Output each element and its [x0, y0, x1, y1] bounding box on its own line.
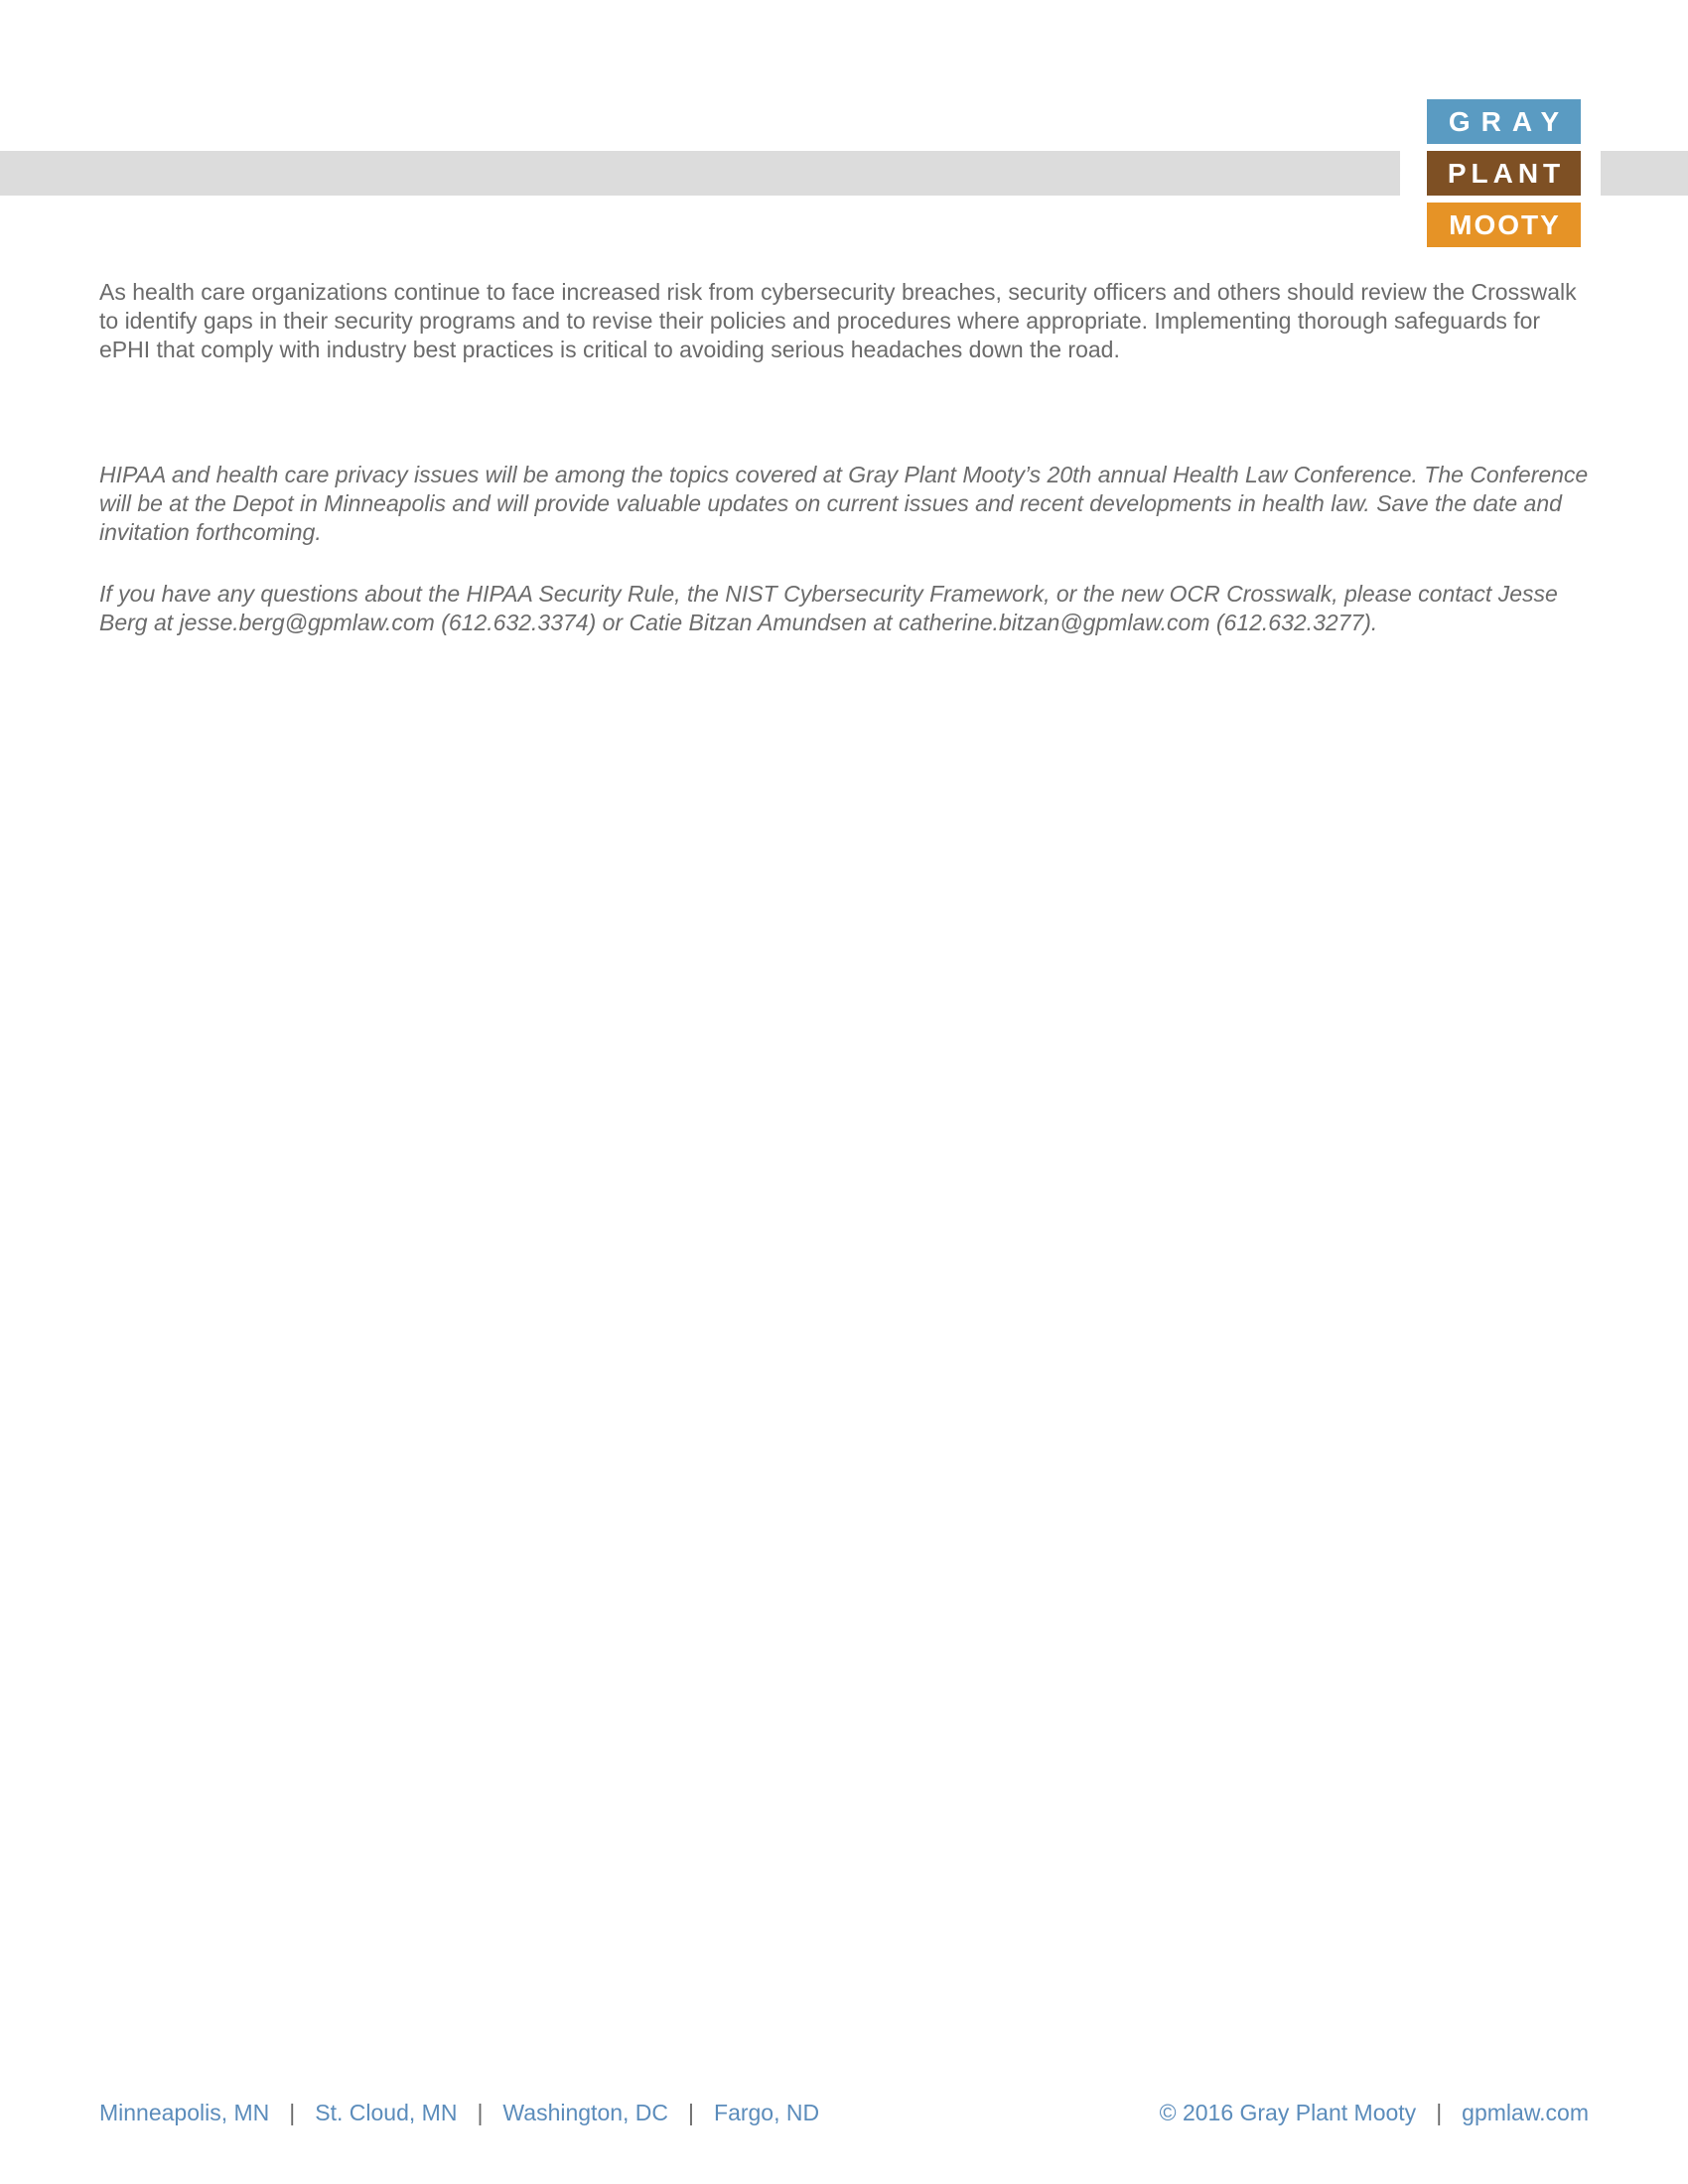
paragraph-health-law-conference: HIPAA and health care privacy issues will be among the topics covered at Gray Plant Mooty’s 20th annual Health Law Conference. The Conference will be at the Depot in Minneapolis and will provide valuable updates on current issues and recent developments in health law. Save the date and invitation forthcoming. [99, 462, 1589, 545]
footer-separator: | [477, 2100, 484, 2125]
footer-location-st-cloud: St. Cloud, MN [315, 2100, 458, 2125]
footer-location-washington: Washington, DC [502, 2100, 669, 2125]
paragraph-crosswalk-review: As health care organizations continue to face increased risk from cybersecurity breaches, security officers and others should review the Crosswalk to identify gaps in their security programs and to revise their policies and procedures where appropriate. Implementing thorough safeguards for ePHI that comply with industry best practices is critical to avoiding serious headaches down the road. [99, 279, 1577, 362]
footer-copyright: © 2016 Gray Plant Mooty [1159, 2100, 1417, 2125]
logo-plant: PLANT [1427, 151, 1581, 196]
footer-location-minneapolis: Minneapolis, MN [99, 2100, 270, 2125]
footer-copyright-website [1160, 2098, 1589, 2127]
header-bar-left [0, 151, 1400, 196]
footer-location-fargo: Fargo, ND [714, 2100, 820, 2125]
footer [99, 2098, 1589, 2127]
footer-locations [99, 2098, 819, 2127]
footer-separator: | [688, 2100, 695, 2125]
logo-gray: GRAY [1427, 99, 1581, 144]
footer-website-link[interactable]: gpmlaw.com [1462, 2100, 1589, 2125]
paragraph-contact-info: If you have any questions about the HIPAA Security Rule, the NIST Cybersecurity Framework, or the new OCR Crosswalk, please contact Jesse Berg at jesse.berg@gpmlaw.com (612.632.3374) or Catie Bitzan Amundsen at catherine.bitzan@gpmlaw.com (612.632.3277). [99, 581, 1558, 635]
gray-plant-mooty-logo [1427, 99, 1581, 254]
logo-mooty: MOOTY [1427, 203, 1581, 247]
header-bar-right [1601, 151, 1688, 196]
footer-separator: | [289, 2100, 296, 2125]
footer-separator: | [1436, 2100, 1443, 2125]
